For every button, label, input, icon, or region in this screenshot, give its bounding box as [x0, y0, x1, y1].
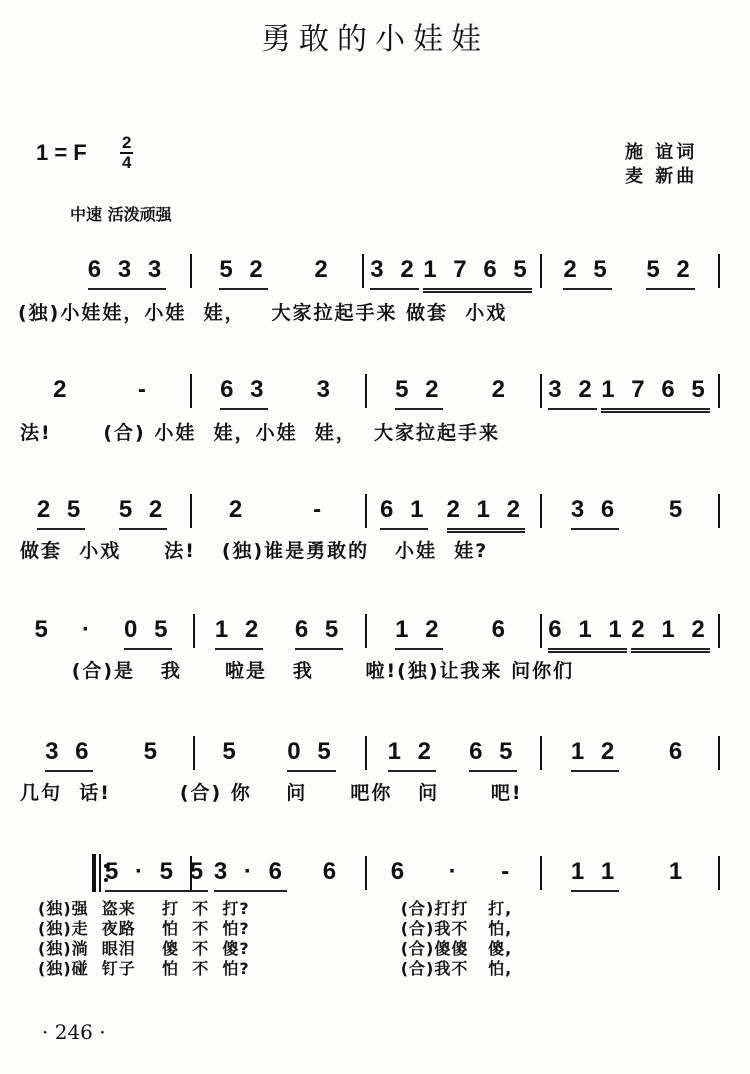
- note-group: 6: [491, 616, 510, 643]
- measure: [196, 256, 356, 292]
- time-signature: [120, 134, 133, 172]
- measure: [546, 858, 712, 894]
- composer-credit: 麦 新曲: [625, 166, 698, 187]
- measure: [371, 376, 534, 412]
- measure: [368, 256, 534, 292]
- measure: [546, 738, 712, 774]
- note-group: 1 2: [388, 738, 436, 772]
- lyricist-credit: 施 谊词: [625, 142, 698, 163]
- note-group: 2 1 2: [447, 496, 525, 533]
- bar-line: [540, 494, 542, 528]
- bar-line: [540, 614, 542, 648]
- lyric-line: (独)碰 钉子 怕 不 怕? (合)我不 怕,: [38, 959, 513, 978]
- note-group: 1 2: [215, 616, 263, 650]
- note-group: 2 5: [37, 496, 85, 530]
- note-group: 6 3 3: [88, 256, 166, 290]
- bar-line: [540, 374, 542, 408]
- bar-line: [540, 856, 542, 890]
- note-group: 6 5: [295, 616, 343, 650]
- note-group: 3 · 6: [214, 858, 287, 892]
- lyric-line: 法! (合) 小娃 娃，小娃 娃， 大家拉起手来: [20, 422, 501, 444]
- note-group: 1 1: [571, 858, 619, 892]
- measure: [546, 256, 712, 292]
- bar-line: [193, 736, 195, 770]
- note-group: 6 1: [380, 496, 428, 530]
- lyric-line: (独)淌 眼泪 傻 不 傻? (合)傻傻 傻,: [38, 939, 513, 958]
- tempo-marking: 中速 活泼顽强: [70, 205, 172, 224]
- note-group: -: [501, 858, 515, 885]
- measure: [371, 616, 534, 652]
- note-group: 3 2: [548, 376, 596, 410]
- note-group: 2 1 2: [631, 616, 709, 653]
- measure: [196, 376, 359, 412]
- meter-bottom: 4: [122, 153, 132, 172]
- bar-line: [718, 736, 720, 770]
- bar-line: [190, 374, 192, 408]
- note-group: 6: [390, 858, 410, 885]
- note-group: -: [137, 376, 151, 403]
- note-group: 2: [491, 376, 510, 403]
- bar-line: [540, 254, 542, 288]
- bar-line: [365, 494, 367, 528]
- bar-line: [365, 856, 367, 890]
- bar-line: [365, 614, 367, 648]
- note-group: 3 6: [571, 496, 619, 530]
- note-group: 5 2: [395, 376, 443, 410]
- measure: [196, 496, 359, 532]
- measure: [70, 256, 184, 292]
- measure: [20, 616, 187, 652]
- measure: [371, 496, 534, 532]
- note-group: 5: [222, 738, 241, 765]
- note-group: 2: [228, 496, 248, 523]
- bar-line: [718, 856, 720, 890]
- bar-line: [365, 374, 367, 408]
- bar-line: [362, 254, 364, 288]
- bar-line: [718, 494, 720, 528]
- bar-line: [190, 254, 192, 288]
- measure: [20, 496, 184, 532]
- lyric-line: (独)走 夜路 怕 不 怕? (合)我不 怕,: [38, 919, 513, 938]
- lyric-line: (独)小娃娃，小娃 娃， 大家拉起手来 做套 小戏: [18, 302, 508, 324]
- measure: [20, 376, 184, 412]
- note-group: 6 1 1: [548, 616, 626, 653]
- note-group: 1 2: [571, 738, 619, 772]
- bar-line: [365, 736, 367, 770]
- note-group: 0 5: [287, 738, 335, 772]
- note-group: 5: [34, 616, 53, 643]
- note-group: 2: [53, 376, 72, 403]
- measure: [546, 496, 712, 532]
- note-group: 6: [668, 738, 688, 765]
- page-number: · 246 ·: [42, 1020, 106, 1044]
- measure: [199, 616, 359, 652]
- bar-line: [718, 374, 720, 408]
- note-group: 5: [143, 738, 162, 765]
- note-group: 3 2: [370, 256, 418, 290]
- measure: [546, 616, 712, 652]
- measure: [371, 738, 534, 774]
- note-group: 0 5: [124, 616, 172, 650]
- key-signature: 1 = F: [36, 140, 87, 165]
- measure: [20, 738, 187, 774]
- note-group: 3 6: [45, 738, 93, 772]
- bar-line: [718, 614, 720, 648]
- note-group: 5: [668, 496, 688, 523]
- measure: [371, 858, 534, 894]
- note-group: 5 2: [646, 256, 694, 290]
- note-group: 1 7 6 5: [423, 256, 531, 293]
- lyric-line: (合)是 我 啦是 我 啦!(独)让我来 问你们: [20, 660, 575, 682]
- note-group: 6: [322, 858, 342, 885]
- lyric-line: 做套 小戏 法! (独)谁是勇敢的 小娃 娃?: [20, 540, 489, 562]
- measure: [199, 738, 359, 774]
- bar-line: [190, 494, 192, 528]
- note-group: 2 5: [563, 256, 611, 290]
- note-group: 6 5: [469, 738, 517, 772]
- measure: [196, 858, 359, 894]
- bar-line: [540, 736, 542, 770]
- bar-line: [193, 614, 195, 648]
- lyric-line: 几句 话! (合) 你 问 吧你 问 吧!: [20, 782, 523, 804]
- note-group: 1: [668, 858, 688, 885]
- note-group: 3: [316, 376, 335, 403]
- note-group: 5 2: [219, 256, 267, 290]
- note-group: 1 7 6 5: [601, 376, 709, 413]
- bar-line: [718, 254, 720, 288]
- meter-top: 2: [122, 133, 132, 152]
- note-group: ·: [81, 616, 95, 643]
- note-group: 1 2: [395, 616, 443, 650]
- measure: [546, 376, 712, 412]
- note-group: 5 · 5 5: [105, 858, 208, 892]
- note-group: -: [313, 496, 327, 523]
- note-group: ·: [448, 858, 462, 885]
- measure: [105, 858, 209, 894]
- note-group: 6 3: [220, 376, 268, 410]
- note-group: 5 2: [119, 496, 167, 530]
- lyric-line: (独)强 盗来 打 不 打? (合)打打 打,: [38, 899, 513, 918]
- song-title: 勇敢的小娃娃: [261, 22, 489, 57]
- note-group: 2: [314, 256, 333, 283]
